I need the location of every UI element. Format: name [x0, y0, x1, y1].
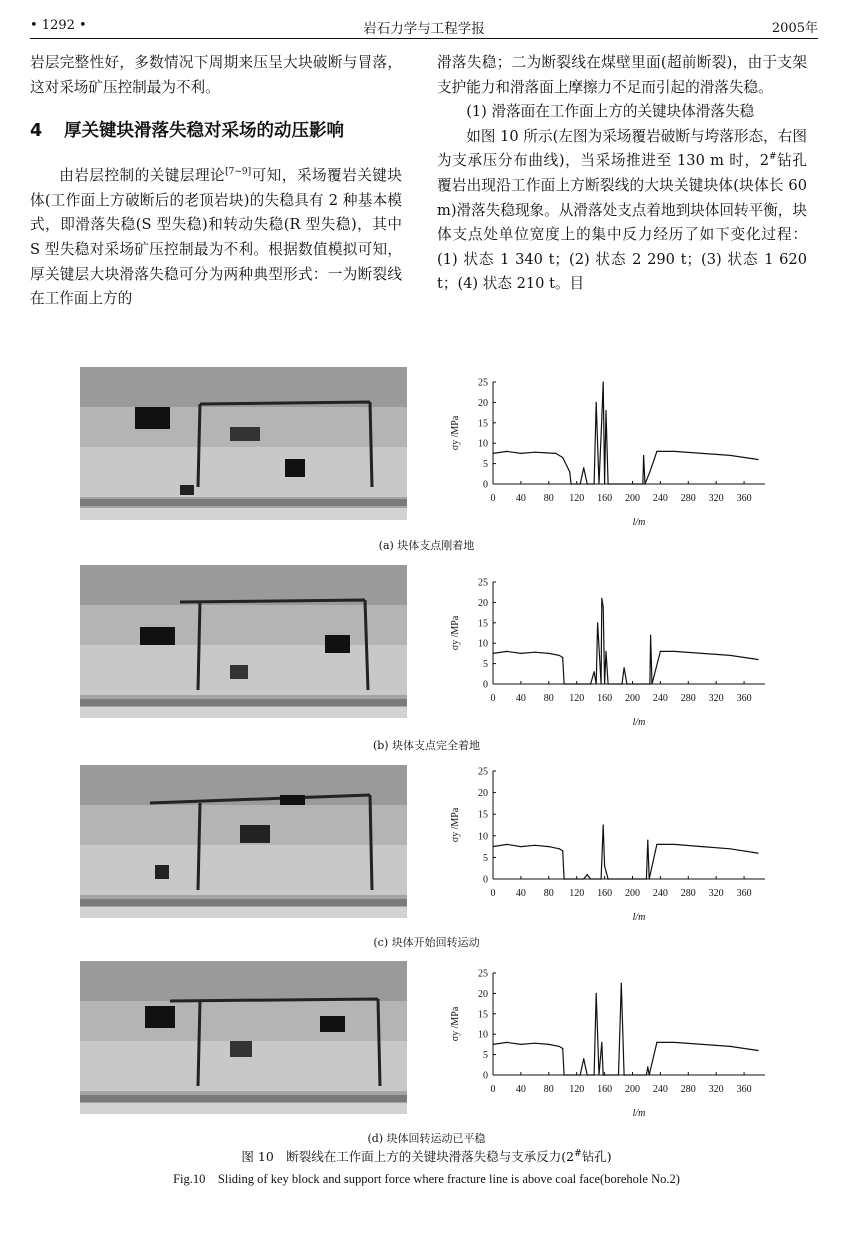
x-axis-label: l/m	[632, 717, 646, 728]
data-point	[605, 651, 606, 652]
data-point	[702, 1044, 703, 1045]
page-number: • 1292 •	[30, 18, 87, 33]
data-point	[506, 1042, 507, 1043]
citation-ref: [7~9]	[225, 167, 252, 178]
data-point	[611, 878, 612, 879]
subsection-heading: (1) 滑落面在工作面上方的关键块体滑落失稳	[466, 103, 755, 121]
right-column	[437, 51, 807, 297]
x-axis-label: l/m	[632, 517, 646, 528]
header-year: 2005年	[771, 21, 818, 36]
x-tick-label: 0	[490, 693, 496, 704]
support-force-series	[493, 983, 758, 1075]
support-force-series	[493, 825, 758, 879]
data-point	[702, 653, 703, 654]
data-point	[730, 655, 731, 656]
data-point	[624, 1074, 625, 1075]
running-header	[30, 14, 818, 36]
data-point	[646, 1074, 647, 1075]
data-point	[492, 453, 493, 454]
data-point	[656, 451, 657, 452]
data-point	[651, 683, 652, 684]
data-point	[580, 1074, 581, 1075]
superscript: #	[574, 1148, 582, 1159]
data-point	[594, 483, 595, 484]
x-tick-label: 240	[652, 493, 668, 504]
data-point	[596, 993, 597, 994]
x-tick-label: 280	[680, 493, 696, 504]
data-point	[583, 878, 584, 879]
data-point	[562, 1048, 563, 1049]
section-number: 4	[30, 121, 43, 142]
data-point	[660, 651, 661, 652]
support-pressure-chart-c	[440, 761, 780, 927]
paragraph: 滑落失稳；二为断裂线在煤壁里面(超前断裂)，由于支架支护能力和滑落面上摩擦力不足而引起的滑落失稳。	[437, 54, 807, 96]
x-tick-label: 160	[597, 493, 613, 504]
data-point	[603, 381, 604, 382]
data-point	[534, 845, 535, 846]
data-point	[674, 844, 675, 845]
x-tick-label: 360	[736, 1084, 752, 1095]
data-point	[601, 598, 602, 599]
data-point	[548, 846, 549, 847]
x-tick-label: 360	[736, 888, 752, 899]
data-point	[587, 483, 588, 484]
x-tick-label: 200	[624, 1084, 640, 1095]
data-point	[603, 606, 604, 607]
data-point	[647, 840, 648, 841]
y-tick-label: 5	[483, 659, 488, 671]
y-tick-label: 20	[478, 397, 488, 409]
subcaption-a: (a) 块体支点刚着地	[378, 539, 475, 552]
x-tick-label: 80	[543, 693, 554, 704]
y-tick-label: 10	[478, 438, 488, 450]
data-point	[506, 651, 507, 652]
data-point	[598, 483, 599, 484]
data-point	[492, 1044, 493, 1045]
data-point	[601, 418, 602, 419]
y-tick-label: 0	[483, 874, 488, 886]
data-point	[596, 683, 597, 684]
data-point	[562, 850, 563, 851]
data-point	[506, 844, 507, 845]
data-point	[618, 1074, 619, 1075]
x-tick-label: 200	[624, 693, 640, 704]
data-point	[674, 451, 675, 452]
y-tick-label: 15	[478, 418, 488, 430]
support-force-series	[493, 598, 758, 684]
data-point	[534, 452, 535, 453]
paragraph: 岩层完整性好，多数情况下周期来压呈大块破断与冒落，这对采场矿压控制最为不利。	[30, 54, 402, 96]
data-point	[656, 1042, 657, 1043]
overburden-fracture-illustration	[80, 765, 407, 918]
data-point	[597, 622, 598, 623]
x-tick-label: 360	[736, 693, 752, 704]
data-point	[590, 878, 591, 879]
support-pressure-chart-b	[440, 572, 780, 732]
x-tick-label: 0	[490, 888, 496, 899]
x-tick-label: 280	[680, 693, 696, 704]
text-run: 由岩层控制的关键层理论	[59, 167, 226, 185]
paragraph	[437, 125, 807, 297]
data-point	[594, 1074, 595, 1075]
y-axis-label: σy /MPa	[450, 415, 461, 451]
subcaption-b: (b) 块体支点完全着地	[372, 739, 481, 752]
text-run: 钻孔)	[581, 1149, 612, 1164]
x-tick-label: 80	[543, 888, 554, 899]
x-tick-label: 40	[515, 1084, 526, 1095]
data-point	[520, 846, 521, 847]
data-point	[624, 667, 625, 668]
x-tick-label: 320	[708, 493, 724, 504]
x-tick-label: 320	[708, 1084, 724, 1095]
support-pressure-chart-d	[440, 963, 780, 1123]
data-point	[604, 483, 605, 484]
data-point	[643, 455, 644, 456]
x-tick-label: 200	[624, 493, 640, 504]
support-pressure-chart-a	[440, 372, 780, 532]
data-point	[607, 878, 608, 879]
data-point	[621, 983, 622, 984]
text-run: 如图 10 所示(左图为采场覆岩破断与垮落形态，右图为支承压分布曲线)，当采场推进至 130 m 时，2	[437, 127, 807, 170]
y-axis-label: σy /MPa	[450, 807, 461, 843]
data-point	[605, 410, 606, 411]
simulation-image-c	[80, 765, 407, 918]
data-point	[601, 683, 602, 684]
data-point	[562, 657, 563, 658]
support-force-series	[493, 382, 758, 484]
header-rule	[30, 38, 818, 39]
x-tick-label: 160	[597, 888, 613, 899]
y-tick-label: 0	[483, 479, 488, 491]
data-point	[590, 683, 591, 684]
x-tick-label: 200	[624, 888, 640, 899]
data-point	[583, 1058, 584, 1059]
x-tick-label: 0	[490, 493, 496, 504]
x-tick-label: 40	[515, 693, 526, 704]
y-tick-label: 20	[478, 988, 488, 1000]
paragraph	[30, 164, 402, 312]
data-point	[730, 455, 731, 456]
data-point	[571, 483, 572, 484]
data-point	[506, 451, 507, 452]
data-point	[674, 1042, 675, 1043]
data-point	[587, 874, 588, 875]
x-tick-label: 360	[736, 493, 752, 504]
data-point	[757, 852, 758, 853]
simulation-image-a	[80, 367, 407, 520]
x-tick-label: 160	[597, 693, 613, 704]
y-tick-label: 25	[478, 377, 488, 389]
data-point	[702, 453, 703, 454]
data-point	[757, 659, 758, 660]
data-point	[642, 483, 643, 484]
data-point	[559, 655, 560, 656]
data-point	[534, 652, 535, 653]
data-point	[647, 1066, 648, 1067]
data-point	[649, 1074, 650, 1075]
x-tick-label: 320	[708, 888, 724, 899]
data-point	[649, 471, 650, 472]
data-point	[604, 865, 605, 866]
data-point	[580, 483, 581, 484]
y-tick-label: 0	[483, 679, 488, 691]
data-point	[604, 1074, 605, 1075]
data-point	[632, 483, 633, 484]
y-tick-label: 5	[483, 459, 488, 471]
x-tick-label: 120	[569, 493, 585, 504]
data-point	[702, 846, 703, 847]
data-point	[548, 1044, 549, 1045]
data-point	[492, 653, 493, 654]
x-tick-label: 280	[680, 1084, 696, 1095]
data-point	[564, 683, 565, 684]
x-tick-label: 40	[515, 493, 526, 504]
data-point	[594, 671, 595, 672]
figure-caption-en: Fig.10 Sliding of key block and support force where fracture line is above coal face(borehole No.2)	[173, 1172, 680, 1186]
overburden-fracture-illustration	[80, 961, 407, 1114]
text-run: 可知，采场覆岩关键块体(工作面上方破断后的老顶岩块)的失稳具有 2 种基本模式，即滑落失稳(S 型失稳)和转动失稳(R 型失稳)，其中 S 型失稳对采场矿压控制最为不利。根据数值模拟可知，厚关键层大块滑落失稳可分为两种典型形式：一为断裂线在工作面上方的	[30, 167, 402, 308]
simulation-image-b	[80, 565, 407, 718]
data-point	[757, 459, 758, 460]
y-tick-label: 10	[478, 1029, 488, 1041]
y-tick-label: 25	[478, 577, 488, 589]
left-column	[30, 51, 402, 312]
data-point	[598, 1074, 599, 1075]
subcaption-c: (c) 块体开始回转运动	[373, 936, 480, 949]
x-tick-label: 0	[490, 1084, 496, 1095]
data-point	[520, 1044, 521, 1045]
data-point	[520, 653, 521, 654]
data-point	[559, 1046, 560, 1047]
x-axis-label: l/m	[632, 1108, 646, 1119]
data-point	[492, 846, 493, 847]
data-point	[650, 634, 651, 635]
y-tick-label: 10	[478, 831, 488, 843]
data-point	[603, 1074, 604, 1075]
x-axis-label: l/m	[632, 912, 646, 923]
data-point	[730, 848, 731, 849]
subcaption-d: (d) 块体回转运动已平稳	[367, 1132, 486, 1145]
data-point	[656, 844, 657, 845]
data-point	[564, 1074, 565, 1075]
x-tick-label: 120	[569, 888, 585, 899]
data-point	[626, 683, 627, 684]
data-point	[534, 1043, 535, 1044]
data-point	[644, 483, 645, 484]
y-tick-label: 5	[483, 1050, 488, 1062]
data-point	[603, 824, 604, 825]
figure-caption-cn	[0, 1147, 853, 1165]
data-point	[601, 1042, 602, 1043]
data-point	[674, 651, 675, 652]
data-point	[559, 848, 560, 849]
y-tick-label: 15	[478, 809, 488, 821]
data-point	[649, 683, 650, 684]
y-tick-label: 5	[483, 852, 488, 864]
journal-name: 岩石力学与工程学报	[363, 21, 485, 37]
x-tick-label: 240	[652, 1084, 668, 1095]
data-point	[604, 683, 605, 684]
overburden-fracture-illustration	[80, 565, 407, 718]
data-point	[607, 483, 608, 484]
data-point	[520, 453, 521, 454]
x-tick-label: 160	[597, 1084, 613, 1095]
data-point	[564, 878, 565, 879]
data-point	[607, 683, 608, 684]
y-tick-label: 20	[478, 788, 488, 800]
y-tick-label: 25	[478, 766, 488, 778]
data-point	[569, 471, 570, 472]
x-tick-label: 40	[515, 888, 526, 899]
data-point	[649, 878, 650, 879]
data-point	[548, 452, 549, 453]
overburden-fracture-illustration	[80, 367, 407, 520]
data-point	[601, 878, 602, 879]
y-tick-label: 20	[478, 597, 488, 609]
text-run: 图 10 断裂线在工作面上方的关键块滑落失稳与支承反力(2	[241, 1149, 575, 1164]
y-axis-label: σy /MPa	[450, 1006, 461, 1042]
y-tick-label: 25	[478, 968, 488, 980]
data-point	[562, 457, 563, 458]
x-tick-label: 80	[543, 1084, 554, 1095]
x-tick-label: 320	[708, 693, 724, 704]
data-point	[548, 653, 549, 654]
y-tick-label: 10	[478, 638, 488, 650]
data-point	[730, 1046, 731, 1047]
x-tick-label: 80	[543, 493, 554, 504]
data-point	[646, 878, 647, 879]
y-tick-label: 0	[483, 1070, 488, 1082]
data-point	[583, 467, 584, 468]
data-point	[610, 483, 611, 484]
section-title: 厚关键块滑落失稳对采场的动压影响	[64, 121, 344, 142]
section-heading	[30, 118, 402, 144]
superscript: #	[768, 152, 777, 163]
x-tick-label: 240	[652, 693, 668, 704]
x-tick-label: 280	[680, 888, 696, 899]
data-point	[757, 1050, 758, 1051]
data-point	[596, 402, 597, 403]
y-tick-label: 15	[478, 1009, 488, 1021]
data-point	[621, 683, 622, 684]
x-tick-label: 120	[569, 693, 585, 704]
data-point	[587, 1074, 588, 1075]
y-axis-label: σy /MPa	[450, 615, 461, 651]
simulation-image-d	[80, 961, 407, 1114]
y-tick-label: 15	[478, 618, 488, 630]
x-tick-label: 120	[569, 1084, 585, 1095]
x-tick-label: 240	[652, 888, 668, 899]
text-run: 钻孔覆岩出现沿工作面上方断裂线的大块关键块体(块体长 60 m)滑落失稳现象。从滑落处支点着地到块体回转平衡，块体支点处单位宽度上的集中反力经历了如下变化过程：(1) 状态 1 340 t；(2) 状态 2 290 t；(3) 状态 1 620 t；(4) 状态 210 t。目	[437, 152, 807, 293]
data-point	[555, 453, 556, 454]
